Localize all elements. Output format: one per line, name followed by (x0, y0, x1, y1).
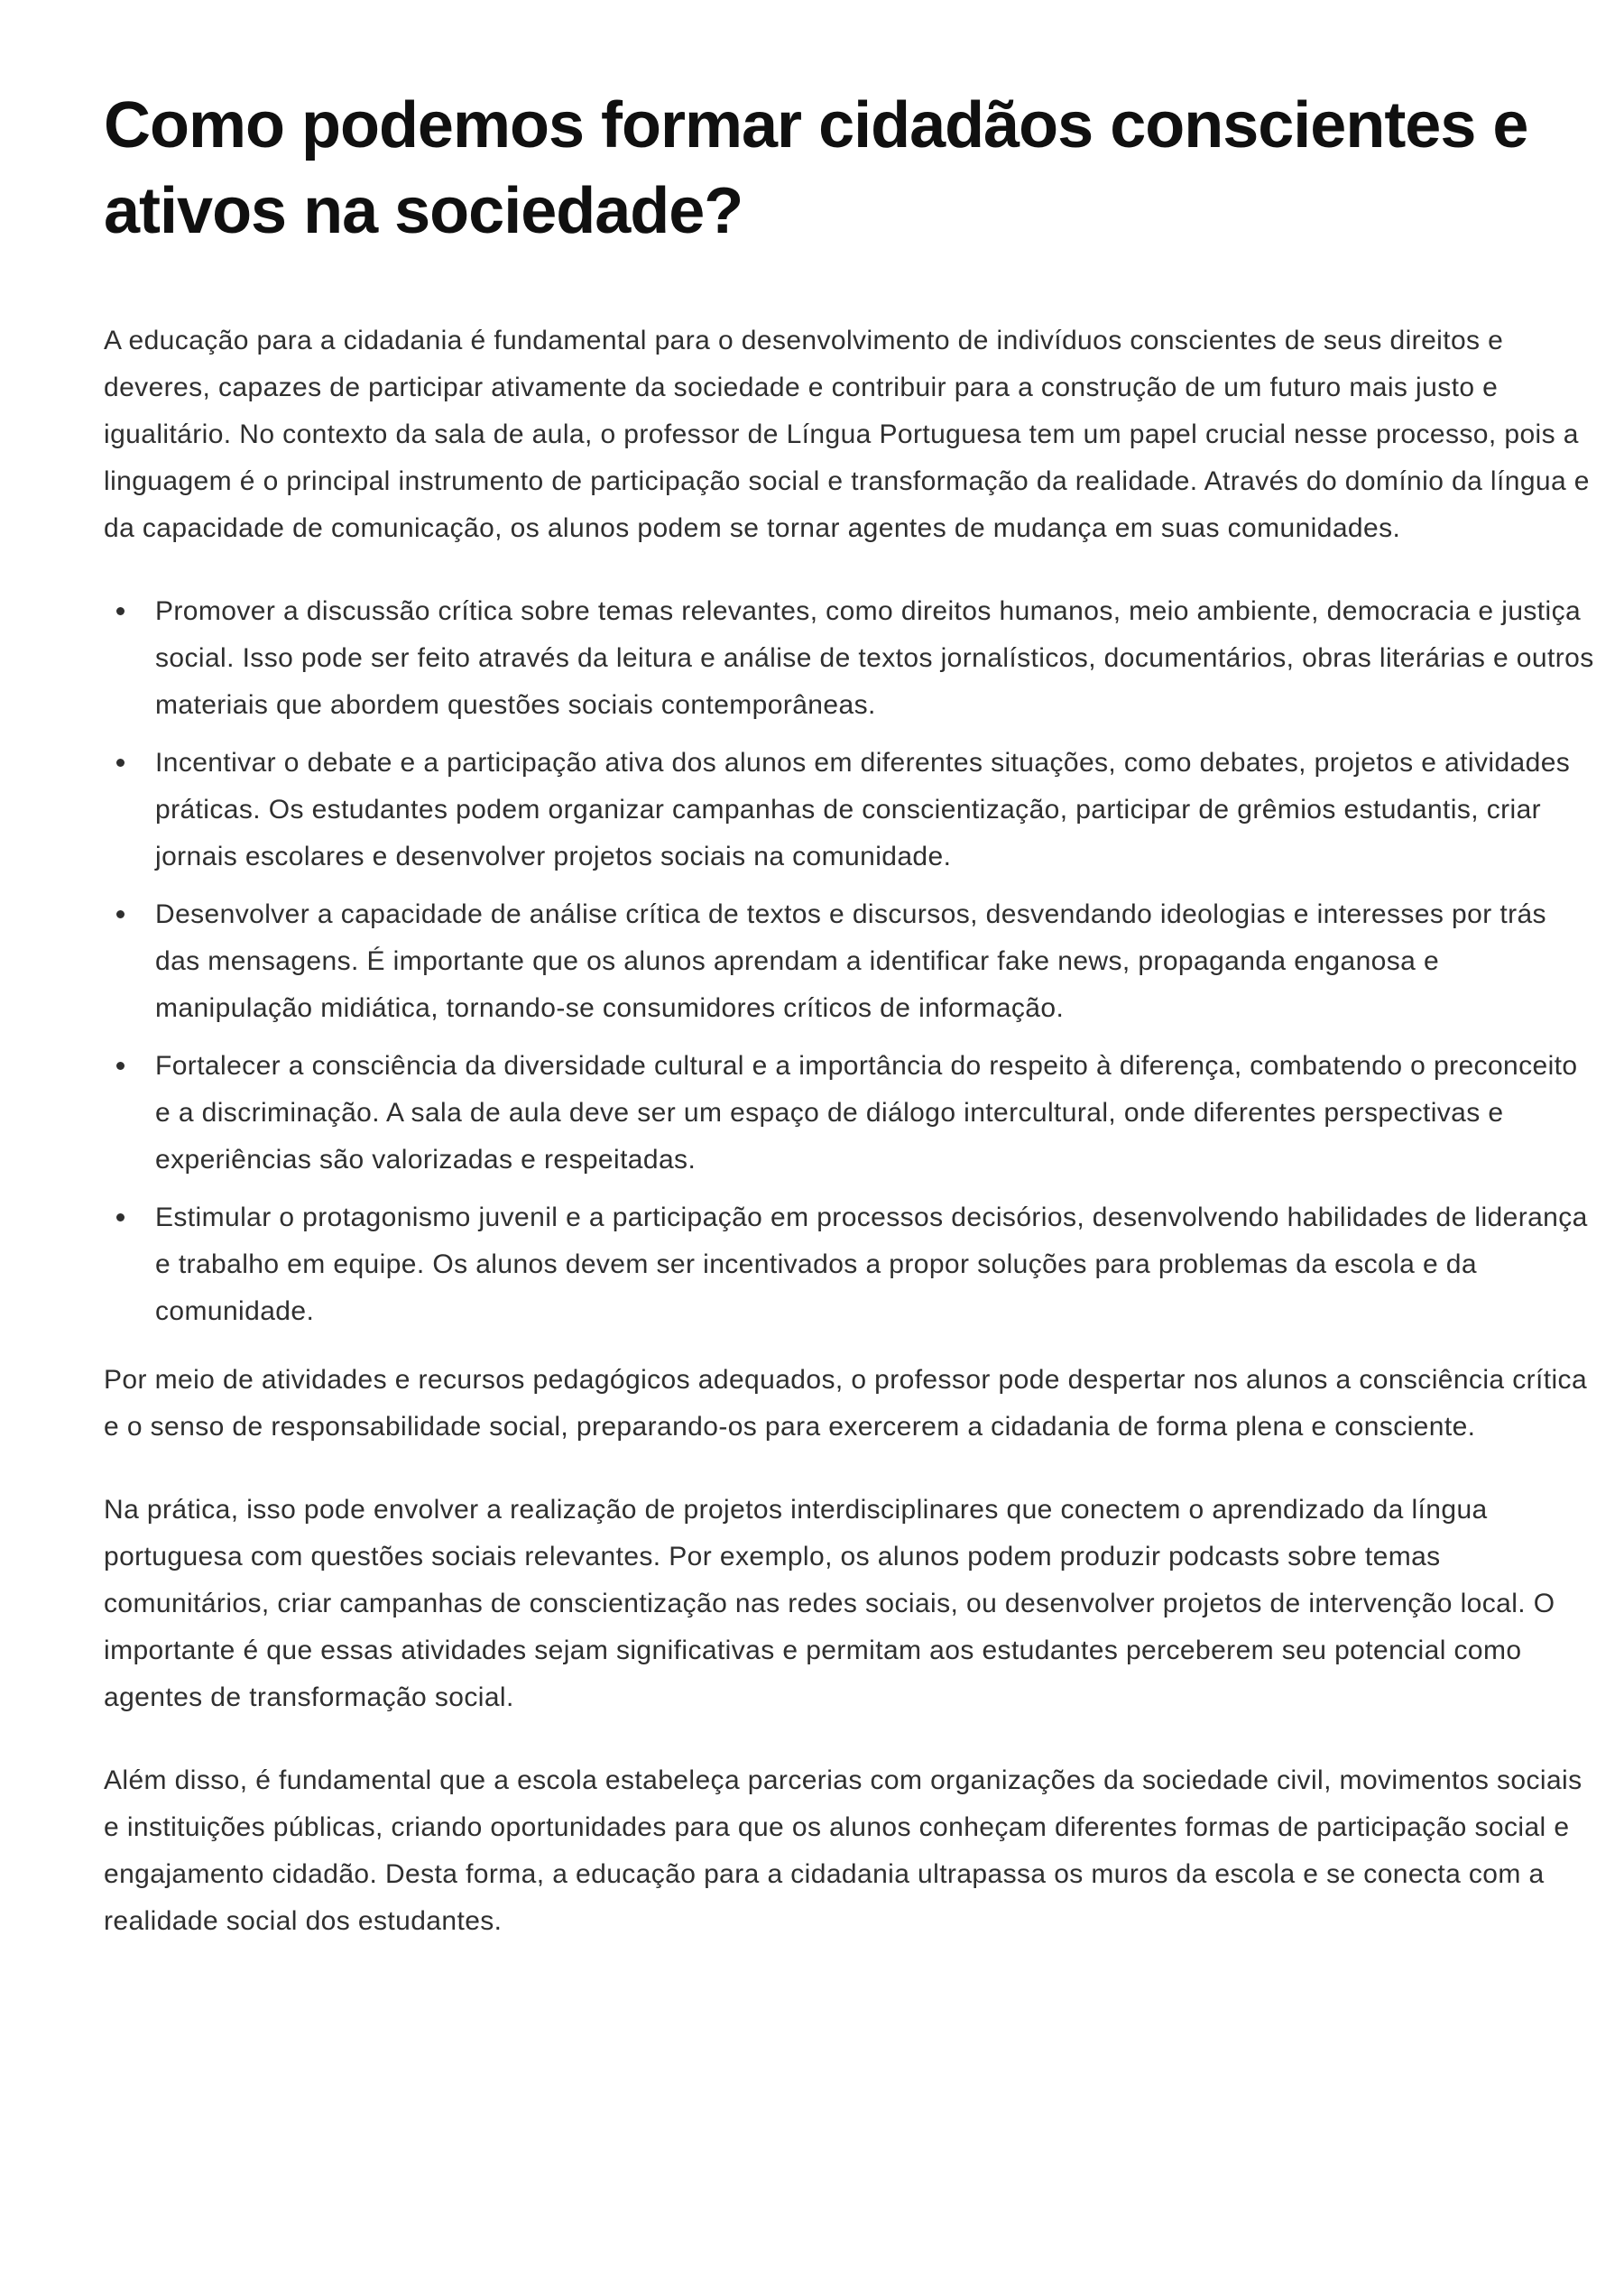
list-item-text: Promover a discussão crítica sobre temas relevantes, como direitos humanos, meio ambiente, democracia e justiça social. Isso pode ser feito através da leitura e análise de textos jornalísticos, documentários, obras literárias e outros materiais que abordem questões sociais contemporâneas. (155, 596, 1594, 720)
list-item-text: Fortalecer a consciência da diversidade cultural e a importância do respeito à diferença, combatendo o preconceito e a discriminação. A sala de aula deve ser um espaço de diálogo intercultural, onde diferentes perspectivas e experiências são valorizadas e respeitadas. (155, 1051, 1578, 1175)
list-item-text: Incentivar o debate e a participação ativa dos alunos em diferentes situações, como debates, projetos e atividades práticas. Os estudantes podem organizar campanhas de conscientização, participar de grêmios estudantis, criar jornais escolares e desenvolver projetos sociais na comunidade. (155, 748, 1571, 871)
bullet-list (104, 588, 1597, 1335)
bullet-icon (116, 1062, 125, 1070)
list-item-text: Estimular o protagonismo juvenil e a participação em processos decisórios, desenvolvendo habilidades de liderança e trabalho em equipe. Os alunos devem ser incentivados a propor soluções para problemas da escola e da comunidade. (155, 1203, 1588, 1326)
list-item (104, 740, 1597, 880)
list-item (104, 891, 1597, 1032)
list-item (104, 1194, 1597, 1335)
bullet-icon (116, 1213, 125, 1221)
document-content (104, 83, 1597, 1945)
bullet-icon (116, 910, 125, 918)
intro-paragraph: A educação para a cidadania é fundamental para o desenvolvimento de indivíduos conscientes de seus direitos e deveres, capazes de participar ativamente da sociedade e contribuir para a construção de um futuro mais justo e igualitário. No contexto da sala de aula, o professor de Língua Portuguesa tem um papel crucial nesse processo, pois a linguagem é o principal instrumento de participação social e transformação da realidade. Através do domínio da língua e da capacidade de comunicação, os alunos podem se tornar agentes de mudança em suas comunidades. (104, 326, 1590, 543)
list-item-text: Desenvolver a capacidade de análise crítica de textos e discursos, desvendando ideologias e interesses por trás das mensagens. É importante que os alunos aprendam a identificar fake news, propaganda enganosa e manipulação midiática, tornando-se consumidores críticos de informação. (155, 899, 1546, 1023)
bullet-icon (116, 759, 125, 767)
list-item (104, 588, 1597, 729)
bullet-icon (116, 607, 125, 615)
list-item (104, 1043, 1597, 1184)
closing-paragraph: Na prática, isso pode envolver a realização de projetos interdisciplinares que conectem o aprendizado da língua portuguesa com questões sociais relevantes. Por exemplo, os alunos podem produzir podcasts sobre temas comunitários, criar campanhas de conscientização nas redes sociais, ou desenvolver projetos de intervenção local. O importante é que essas atividades sejam significativas e permitam aos estudantes perceberem seu potencial como agentes de transformação social. (104, 1495, 1555, 1712)
closing-paragraph: Além disso, é fundamental que a escola estabeleça parcerias com organizações da sociedade civil, movimentos sociais e instituições públicas, criando oportunidades para que os alunos conheçam diferentes formas de participação social e engajamento cidadão. Desta forma, a educação para a cidadania ultrapassa os muros da escola e se conecta com a realidade social dos estudantes. (104, 1765, 1582, 1936)
closing-paragraph: Por meio de atividades e recursos pedagógicos adequados, o professor pode despertar nos alunos a consciência crítica e o senso de responsabilidade social, preparando-os para exercerem a cidadania de forma plena e consciente. (104, 1365, 1588, 1442)
page-title: Como podemos formar cidadãos conscientes e ativos na sociedade? (104, 89, 1528, 247)
